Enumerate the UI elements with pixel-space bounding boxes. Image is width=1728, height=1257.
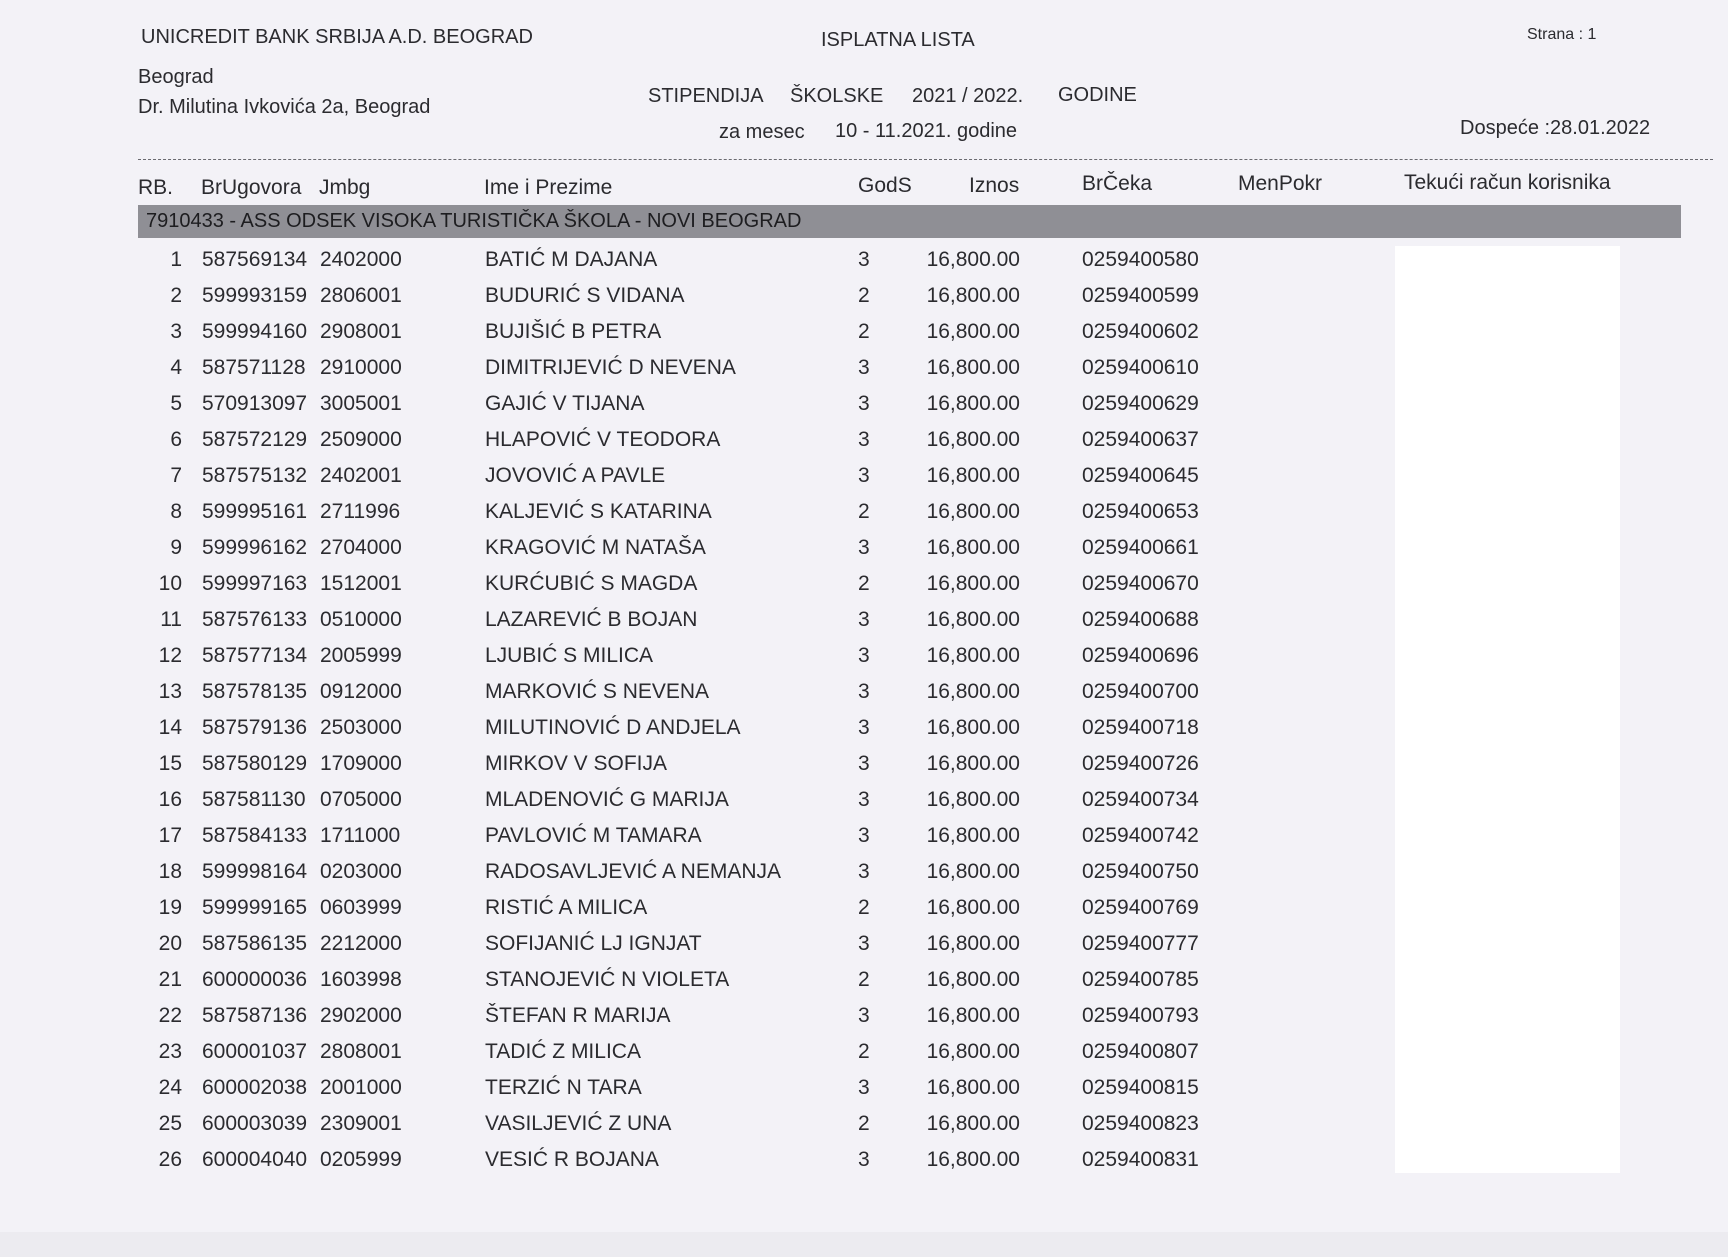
cell-brceka: 0259400696 [1082,644,1199,667]
cell-ugovor: 599995161 [202,500,308,523]
cell-ugovor: 599997163 [202,572,308,595]
cell-jmbg: 2509000 [320,428,402,451]
cell-brceka: 0259400793 [1082,1004,1199,1027]
col-header-jmbg: Jmbg [319,176,371,199]
cell-name: BUDURIĆ S VIDANA [485,284,685,307]
cell-name: TERZIĆ N TARA [485,1076,642,1099]
cell-ugovor: 570913097 [202,392,308,415]
subtitle-year: 2021 / 2022. [912,85,1024,107]
cell-rb: 18 [158,860,182,883]
cell-rb: 4 [170,356,182,379]
cell-iznos: 16,800.00 [926,284,1020,307]
cell-jmbg: 3005001 [320,392,402,415]
cell-iznos: 16,800.00 [926,716,1020,739]
cell-name: JOVOVIĆ A PAVLE [485,464,666,487]
cell-iznos: 16,800.00 [926,644,1020,667]
cell-brceka: 0259400815 [1082,1076,1199,1099]
page-bottom-edge [0,1232,1728,1257]
cell-jmbg: 2001000 [320,1076,402,1099]
cell-gods: 3 [858,644,870,667]
cell-rb: 23 [158,1040,182,1063]
cell-gods: 2 [858,1040,870,1063]
cell-brceka: 0259400629 [1082,392,1199,415]
cell-gods: 3 [858,788,870,811]
cell-gods: 3 [858,536,870,559]
cell-jmbg: 2908001 [320,320,402,343]
cell-jmbg: 2910000 [320,356,402,379]
cell-rb: 13 [158,680,182,703]
page-number: Strana : 1 [1527,26,1597,43]
cell-rb: 24 [158,1076,182,1099]
cell-rb: 20 [158,932,182,955]
cell-iznos: 16,800.00 [926,464,1020,487]
cell-name: BATIĆ M DAJANA [485,248,658,271]
cell-ugovor: 587581130 [202,788,306,811]
cell-gods: 3 [858,356,870,379]
cell-brceka: 0259400700 [1082,680,1199,703]
cell-jmbg: 2806001 [320,284,402,307]
cell-jmbg: 2704000 [320,536,402,559]
cell-name: RADOSAVLJEVIĆ A NEMANJA [485,860,782,883]
cell-ugovor: 587576133 [202,608,308,631]
cell-ugovor: 600004040 [202,1148,308,1171]
cell-name: LAZAREVIĆ B BOJAN [485,608,698,631]
cell-jmbg: 0203000 [320,860,402,883]
cell-gods: 2 [858,896,870,919]
col-header-iznos: Iznos [969,174,1020,197]
cell-brceka: 0259400726 [1082,752,1199,775]
cell-gods: 2 [858,284,870,307]
cell-name: MIRKOV V SOFIJA [485,752,668,775]
cell-gods: 3 [858,392,870,415]
cell-name: KURĆUBIĆ S MAGDA [485,572,698,595]
cell-gods: 3 [858,932,870,955]
cell-gods: 3 [858,464,870,487]
bank-name: UNICREDIT BANK SRBIJA A.D. BEOGRAD [141,26,533,48]
cell-brceka: 0259400807 [1082,1040,1199,1063]
cell-brceka: 0259400734 [1082,788,1199,811]
cell-jmbg: 0705000 [320,788,402,811]
subtitle-skolske: ŠKOLSKE [790,85,884,107]
cell-brceka: 0259400645 [1082,464,1199,487]
cell-iznos: 16,800.00 [926,968,1020,991]
redacted-account-column [1395,246,1620,1173]
cell-gods: 3 [858,680,870,703]
cell-iznos: 16,800.00 [926,680,1020,703]
cell-jmbg: 0205999 [320,1148,402,1171]
cell-gods: 3 [858,824,870,847]
bank-address: Dr. Milutina Ivkovića 2a, Beograd [138,96,431,118]
cell-name: RISTIĆ A MILICA [485,896,648,919]
cell-rb: 7 [170,464,182,487]
cell-iznos: 16,800.00 [926,1004,1020,1027]
cell-rb: 1 [170,248,182,271]
cell-iznos: 16,800.00 [926,860,1020,883]
section-band [138,205,1681,238]
cell-gods: 3 [858,860,870,883]
cell-gods: 3 [858,752,870,775]
cell-jmbg: 2005999 [320,644,402,667]
cell-iznos: 16,800.00 [926,500,1020,523]
cell-jmbg: 0912000 [320,680,402,703]
cell-iznos: 16,800.00 [926,608,1020,631]
cell-ugovor: 587575132 [202,464,308,487]
cell-ugovor: 587578135 [202,680,308,703]
cell-ugovor: 600002038 [202,1076,308,1099]
cell-name: BUJIŠIĆ B PETRA [485,320,662,343]
cell-name: DIMITRIJEVIĆ D NEVENA [485,356,736,379]
cell-ugovor: 599996162 [202,536,308,559]
cell-ugovor: 587577134 [202,644,308,667]
month-label: za mesec [719,121,805,143]
bank-city: Beograd [138,66,214,88]
col-header-menpokr: MenPokr [1238,172,1323,195]
cell-jmbg: 2212000 [320,932,402,955]
month-value: 10 - 11.2021. godine [835,120,1018,142]
cell-iznos: 16,800.00 [926,932,1020,955]
cell-gods: 3 [858,608,870,631]
cell-ugovor: 600000036 [202,968,308,991]
cell-iznos: 16,800.00 [926,752,1020,775]
cell-jmbg: 2808001 [320,1040,402,1063]
cell-rb: 3 [170,320,182,343]
cell-iznos: 16,800.00 [926,1040,1020,1063]
cell-ugovor: 587579136 [202,716,308,739]
cell-gods: 3 [858,716,870,739]
header-divider [138,159,1713,160]
cell-name: SOFIJANIĆ LJ IGNJAT [485,932,702,955]
cell-ugovor: 587587136 [202,1004,308,1027]
cell-brceka: 0259400688 [1082,608,1199,631]
cell-gods: 2 [858,968,870,991]
cell-ugovor: 599999165 [202,896,308,919]
cell-jmbg: 2902000 [320,1004,402,1027]
cell-jmbg: 1512001 [320,572,402,595]
cell-gods: 3 [858,1076,870,1099]
col-header-racun: Tekući račun korisnika [1404,171,1611,194]
cell-name: KALJEVIĆ S KATARINA [485,500,712,523]
cell-ugovor: 587572129 [202,428,308,451]
cell-jmbg: 2402000 [320,248,402,271]
cell-rb: 26 [158,1148,182,1171]
col-header-rb: RB. [138,176,174,199]
cell-rb: 22 [158,1004,182,1027]
cell-gods: 3 [858,428,870,451]
cell-name: ŠTEFAN R MARIJA [485,1004,671,1027]
cell-gods: 3 [858,1004,870,1027]
cell-ugovor: 599994160 [202,320,308,343]
cell-brceka: 0259400599 [1082,284,1199,307]
col-header-ugovor: BrUgovora [201,176,302,199]
cell-gods: 2 [858,500,870,523]
cell-rb: 16 [158,788,182,811]
cell-iznos: 16,800.00 [926,788,1020,811]
cell-brceka: 0259400718 [1082,716,1199,739]
cell-rb: 8 [170,500,182,523]
cell-ugovor: 587584133 [202,824,308,847]
cell-iznos: 16,800.00 [926,320,1020,343]
cell-jmbg: 1603998 [320,968,402,991]
cell-jmbg: 0510000 [320,608,402,631]
cell-brceka: 0259400661 [1082,536,1199,559]
cell-brceka: 0259400785 [1082,968,1199,991]
cell-rb: 9 [170,536,182,559]
cell-rb: 25 [158,1112,182,1135]
cell-brceka: 0259400742 [1082,824,1199,847]
cell-name: VASILJEVIĆ Z UNA [485,1112,672,1135]
cell-iznos: 16,800.00 [926,824,1020,847]
cell-name: GAJIĆ V TIJANA [485,392,645,415]
cell-iznos: 16,800.00 [926,572,1020,595]
cell-ugovor: 599993159 [202,284,308,307]
cell-rb: 6 [170,428,182,451]
cell-ugovor: 600003039 [202,1112,308,1135]
cell-gods: 3 [858,1148,870,1171]
cell-iznos: 16,800.00 [926,896,1020,919]
cell-brceka: 0259400602 [1082,320,1199,343]
cell-name: VESIĆ R BOJANA [485,1148,659,1171]
cell-name: STANOJEVIĆ N VIOLETA [485,968,730,991]
cell-iznos: 16,800.00 [926,428,1020,451]
col-header-name: Ime i Prezime [484,176,613,199]
cell-jmbg: 2503000 [320,716,402,739]
cell-name: PAVLOVIĆ M TAMARA [485,824,702,847]
cell-name: MARKOVIĆ S NEVENA [485,680,710,703]
cell-brceka: 0259400610 [1082,356,1199,379]
cell-jmbg: 2711996 [320,500,401,523]
cell-rb: 5 [170,392,182,415]
cell-ugovor: 587571128 [202,356,306,379]
cell-gods: 2 [858,1112,870,1135]
cell-brceka: 0259400769 [1082,896,1199,919]
cell-rb: 12 [158,644,182,667]
cell-name: TADIĆ Z MILICA [485,1040,641,1063]
cell-brceka: 0259400831 [1082,1148,1199,1171]
cell-name: KRAGOVIĆ M NATAŠA [485,536,706,559]
cell-iznos: 16,800.00 [926,392,1020,415]
cell-iznos: 16,800.00 [926,1112,1020,1135]
cell-iznos: 16,800.00 [926,356,1020,379]
section-title: 7910433 - ASS ODSEK VISOKA TURISTIČKA ŠKOLA - NOVI BEOGRAD [146,210,802,232]
cell-ugovor: 599998164 [202,860,308,883]
cell-gods: 3 [858,248,870,271]
cell-rb: 2 [170,284,182,307]
cell-jmbg: 1711000 [320,824,401,847]
cell-ugovor: 587580129 [202,752,308,775]
cell-rb: 19 [158,896,182,919]
cell-name: LJUBIĆ S MILICA [485,644,654,667]
col-header-brceka: BrČeka [1082,172,1153,195]
cell-ugovor: 600001037 [202,1040,308,1063]
cell-rb: 10 [158,572,182,595]
subtitle-stipendija: STIPENDIJA [648,85,764,107]
cell-name: HLAPOVIĆ V TEODORA [485,428,721,451]
cell-brceka: 0259400653 [1082,500,1199,523]
cell-jmbg: 0603999 [320,896,402,919]
col-header-gods: GodS [858,174,912,197]
cell-brceka: 0259400750 [1082,860,1199,883]
cell-jmbg: 2402001 [320,464,402,487]
cell-name: MLADENOVIĆ G MARIJA [485,788,729,811]
cell-ugovor: 587586135 [202,932,308,955]
cell-ugovor: 587569134 [202,248,308,271]
cell-iznos: 16,800.00 [926,1148,1020,1171]
cell-brceka: 0259400823 [1082,1112,1199,1135]
cell-iznos: 16,800.00 [926,248,1020,271]
cell-rb: 21 [158,968,182,991]
subtitle-godine: GODINE [1058,84,1137,106]
cell-iznos: 16,800.00 [926,1076,1020,1099]
cell-name: MILUTINOVIĆ D ANDJELA [485,716,741,739]
cell-brceka: 0259400777 [1082,932,1199,955]
cell-brceka: 0259400580 [1082,248,1199,271]
cell-rb: 17 [158,824,182,847]
cell-jmbg: 1709000 [320,752,402,775]
cell-jmbg: 2309001 [320,1112,402,1135]
document-title: ISPLATNA LISTA [821,29,975,51]
cell-gods: 2 [858,320,870,343]
due-date: Dospeće :28.01.2022 [1460,117,1651,139]
cell-iznos: 16,800.00 [926,536,1020,559]
cell-rb: 14 [158,716,182,739]
cell-gods: 2 [858,572,870,595]
cell-brceka: 0259400670 [1082,572,1199,595]
cell-brceka: 0259400637 [1082,428,1199,451]
cell-rb: 15 [158,752,182,775]
cell-rb: 11 [160,608,182,631]
